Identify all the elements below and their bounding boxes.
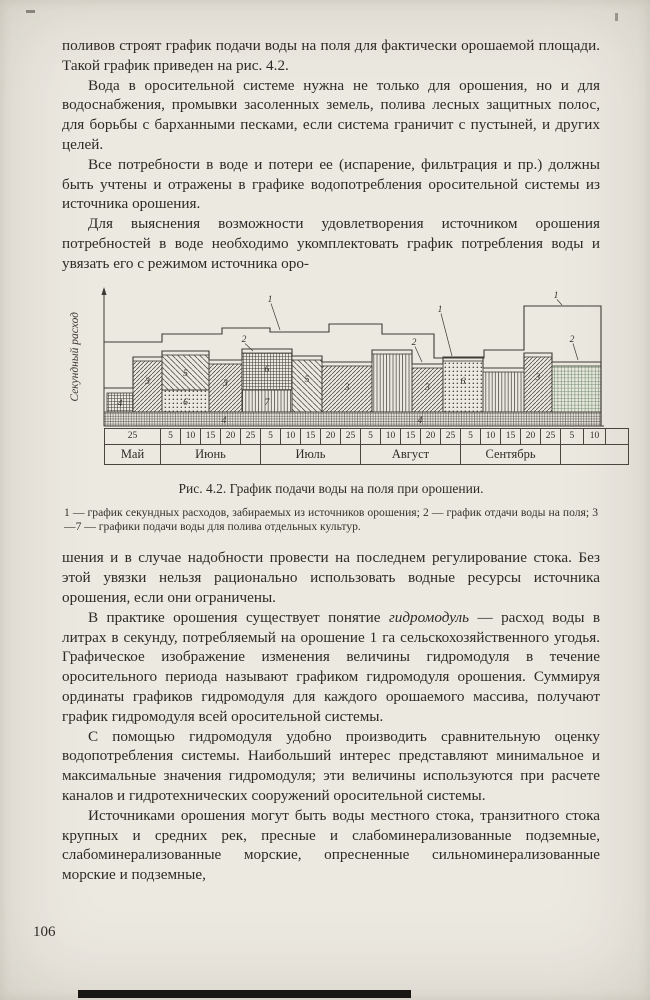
time-axis-table: 25 5 10 15 20 25 5 10 15 20 25 5 10 15 20 25 5 10 15 20 25 5 10 Май Июнь Июль Август Сентябрь: [104, 428, 629, 465]
term-gidromodul: гидромодуль: [388, 608, 470, 626]
paragraph: шения и в случае надобности провести на последнем регулирование стока. Без этой увязки нельзя рационально использовать водные ресурсы источника орошения, если они ограничены.: [62, 549, 600, 606]
figure-svg: [96, 286, 604, 428]
page-number: 106: [33, 924, 56, 940]
svg-text:2: 2: [569, 334, 575, 345]
paragraph: Вода в оросительной системе нужна не только для орошения, но и для водоснабжения, промывки засоленных земель, полива лесных защитных полос, для борьбы с барханными песками, если система граничит с пустыней, и других целей.: [62, 76, 600, 153]
svg-text:3: 3: [535, 372, 541, 383]
svg-text:3: 3: [425, 382, 430, 393]
paragraph: С помощью гидромодуля удобно производить сравнительную оценку водопотребления системы. Наибольший интерес представляют минимальное и максимальные значения гидромодуля; эти величины используются при расчете каналов и гидротехнических сооружений оросительной системы.: [62, 727, 600, 804]
scan-artifact-bar: [78, 990, 411, 998]
scan-artifact-mark: [615, 13, 618, 21]
scan-artifact-mark: [26, 10, 35, 13]
svg-text:3: 3: [344, 382, 350, 393]
y-axis-label: [69, 286, 81, 428]
svg-text:2: 2: [411, 337, 417, 348]
svg-text:5: 5: [183, 368, 188, 379]
figure-caption: Рис. 4.2. График подачи воды на поля при орошении.: [178, 480, 484, 496]
svg-text:1: 1: [267, 294, 273, 305]
paragraph-text: — расход воды в литрах в секунду, потребляемый на орошение 1 га сельскохозяйственного угодья. Графическое изображение изменения величины гидромодуля в течение оросительного периода называют графиком гидромодуля орошения. Суммируя ординаты графиков гидромодуля для каждого орошаемого массива, получают график гидромодуля всей оросительной системы.: [62, 608, 600, 725]
figure-4-2: [62, 286, 600, 535]
paragraph: поливов строят график подачи воды на поля для фактически орошаемой площади. Такой график приведен на рис. 4.2.: [62, 37, 600, 74]
svg-text:6: 6: [183, 397, 188, 408]
svg-text:2: 2: [241, 334, 247, 345]
svg-text:4: 4: [221, 415, 227, 426]
svg-text:4: 4: [117, 398, 123, 409]
paragraph-text: В практике орошения существует понятие: [88, 608, 389, 626]
text-column: [62, 36, 600, 885]
figure-legend: 1 — график секундных расходов, забираемых из источников орошения; 2 — график отдачи воды на поля; 3—7 — графики подачи воды для полива отдельных культур.: [64, 505, 598, 533]
svg-text:1: 1: [437, 304, 443, 315]
svg-text:7: 7: [264, 397, 270, 408]
svg-text:1: 1: [553, 290, 559, 301]
svg-text:4: 4: [417, 415, 423, 426]
paragraph: Все потребности в воде и потери ее (испарение, фильтрация и пр.) должны быть учтены и отражены в графике водопотребления оросительной системы из источника орошения.: [62, 155, 600, 213]
figure-chart: [69, 286, 604, 465]
paragraph: [62, 608, 600, 727]
svg-text:6: 6: [264, 364, 270, 375]
svg-text:3: 3: [145, 376, 150, 387]
svg-text:3: 3: [223, 378, 228, 389]
paragraph: Для выяснения возможности удовлетворения источником орошения потребностей в воде необходимо укомплектовать график потребления воды и увязать его с режимом источника оро-: [62, 215, 600, 272]
y-axis-label-text: Секундный расход: [69, 311, 81, 402]
svg-text:6: 6: [460, 376, 466, 387]
paragraph: Источниками орошения могут быть воды местного стока, транзитного стока крупных и средних рек, пресные и слабоминерализованные подземные, слабоминерализованные морские, опресненные сильноминерализованные морские и подземные,: [62, 806, 600, 884]
svg-text:5: 5: [304, 374, 310, 385]
